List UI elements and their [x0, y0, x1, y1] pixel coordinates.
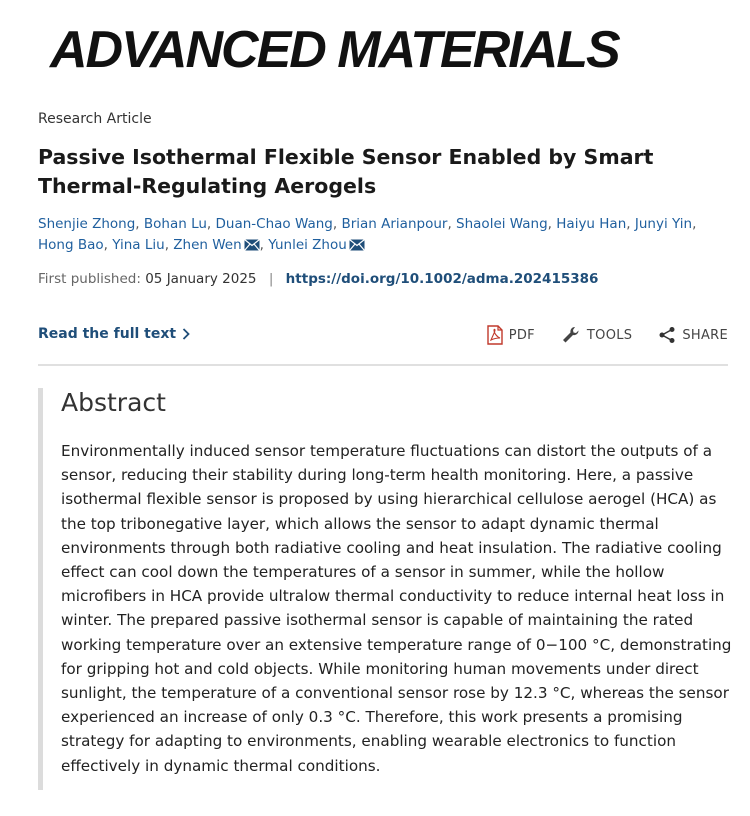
abstract-section [38, 388, 733, 790]
read-full-text-link[interactable] [38, 326, 190, 342]
abstract-text: Environmentally induced sensor temperature fluctuations can distort the outputs of a sensor, reducing their stability during long-term health monitoring. Here, a passive isothermal flexible sensor is proposed by using hierarchical cellulose aerogel (HCA) as the top tribonegative layer, which allows the sensor to adapt dynamic thermal environments through both radiative cooling and heat insulation. The radiative cooling effect can cool down the temperatures of a sensor in summer, while the hollow microfibers in HCA provide ultralow thermal conductivity to reduce internal heat loss in winter. The prepared passive isothermal sensor is capable of maintaining the rated working temperature over an extensive temperature range of 0−100 °C, demonstrating for gripping hot and cold objects. While monitoring human movements under direct sunlight, the temperature of a conventional sensor rose by 12.3 °C, whereas the sensor experienced an increase of only 0.3 °C. Therefore, this work presents a promising strategy for adapting to environments, enabling wearable electronics to function effectively in dynamic thermal conditions. [61, 442, 732, 775]
author-link[interactable]: Brian Arianpour [341, 216, 448, 232]
journal-logo[interactable]: ADVANCED MATERIALS [50, 21, 619, 79]
share-button[interactable] [658, 326, 728, 344]
author-link[interactable]: Haiyu Han [556, 216, 627, 232]
share-label: SHARE [682, 327, 728, 343]
published-date: 05 January 2025 [145, 271, 257, 287]
doi-link[interactable]: https://doi.org/10.1002/adma.202415386 [285, 271, 599, 287]
author-link[interactable]: Zhen Wen [173, 237, 242, 253]
author-link[interactable]: Junyi Yin [634, 216, 693, 232]
separator: | [268, 271, 274, 287]
author-list: Shenjie Zhong, Bohan Lu, Duan-Chao Wang, Brian Arianpour, Shaolei Wang, Haiyu Han, Junyi Yin, Hong Bao, Yina Liu, Zhen Wen , Yunlei Zhou [38, 216, 697, 253]
publication-info [38, 271, 598, 287]
author-link[interactable]: Bohan Lu [143, 216, 207, 232]
wrench-icon [561, 325, 581, 345]
author-link[interactable]: Duan-Chao Wang [215, 216, 333, 232]
article-type: Research Article [38, 111, 152, 127]
article-toolbar [487, 325, 728, 345]
email-icon[interactable] [349, 239, 365, 251]
author-link[interactable]: Yunlei Zhou [268, 237, 347, 253]
email-icon[interactable] [244, 239, 260, 251]
section-divider [38, 364, 728, 366]
article-title: Passive Isothermal Flexible Sensor Enabled by Smart Thermal-Regulating Aerogels [38, 145, 654, 198]
chevron-right-icon [182, 328, 190, 340]
published-label: First published: [38, 271, 141, 287]
author-link[interactable]: Yina Liu [112, 237, 165, 253]
author-link[interactable]: Hong Bao [38, 237, 104, 253]
author-link[interactable]: Shenjie Zhong [38, 216, 136, 232]
author-link[interactable]: Shaolei Wang [456, 216, 548, 232]
pdf-label: PDF [508, 327, 535, 343]
pdf-icon [487, 325, 503, 345]
pdf-button[interactable] [487, 325, 535, 345]
tools-label: TOOLS [586, 327, 633, 343]
tools-button[interactable] [561, 325, 632, 345]
abstract-heading: Abstract [61, 388, 166, 417]
read-full-text-label: Read the full text [38, 326, 177, 342]
share-icon [658, 326, 676, 344]
